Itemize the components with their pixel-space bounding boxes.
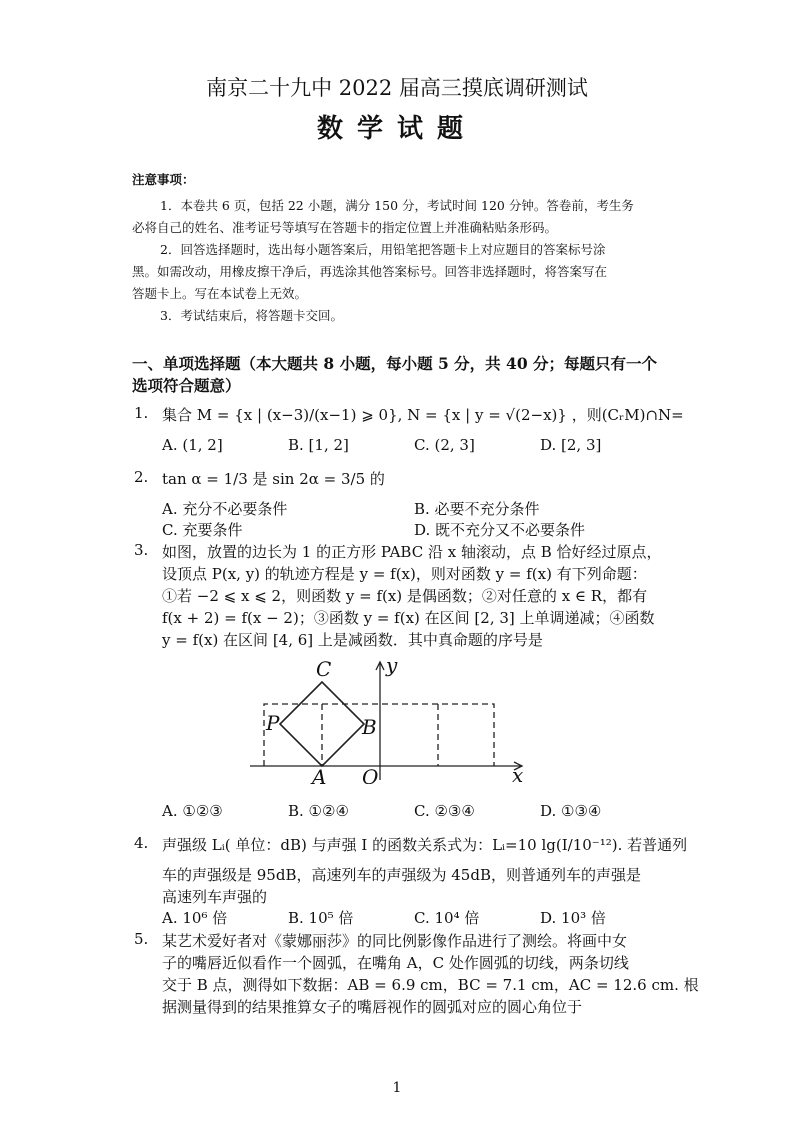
option-c: C. (2, 3]	[414, 436, 475, 454]
label-p: P	[266, 711, 280, 735]
question-number: 5.	[134, 930, 149, 948]
question-text: 高速列车声强的	[162, 888, 268, 906]
question-text: ①若 −2 ⩽ x ⩽ 2，则函数 y = f(x) 是偶函数；②对任意的 x ∈ R，都有	[162, 587, 648, 605]
notice-line: 1．本卷共 6 页，包括 22 小题，满分 150 分，考试时间 120 分钟。答卷前，考生务	[160, 198, 634, 213]
notice-line: 必将自己的姓名、准考证号等填写在答题卡的指定位置上并准确粘贴条形码。	[132, 220, 558, 235]
question-text: 设顶点 P(x, y) 的轨迹方程是 y = f(x)，则对函数 y = f(x) 有下列命题：	[162, 565, 647, 583]
label-a: A	[312, 765, 327, 784]
rolling-square-figure	[250, 656, 540, 784]
notice-heading: 注意事项：	[132, 172, 195, 187]
question-text: 如图，放置的边长为 1 的正方形 PABC 沿 x 轴滚动，点 B 恰好经过原点，	[162, 543, 662, 561]
exam-subject: 数学试题	[316, 114, 477, 144]
question-number: 3.	[134, 541, 149, 559]
question-text: 集合 M = {x | (x−3)/(x−1) ⩾ 0}, N = {x | y = √(2−x)} ，则(CᵣM)∩N=	[162, 406, 684, 424]
label-x: x	[512, 763, 524, 784]
option-b: B. 10⁵ 倍	[288, 909, 354, 927]
question-number: 4.	[134, 834, 149, 852]
question-text: f(x + 2) = f(x − 2)；③函数 y = f(x) 在区间 [2, 3] 上单调递减；④函数	[162, 609, 655, 627]
notice-line: 3．考试结束后，将答题卡交回。	[160, 308, 343, 323]
page-number: 1	[392, 1080, 402, 1096]
exam-title: 南京二十九中 2022 届高三摸底调研测试	[206, 76, 588, 100]
question-text: 车的声强级是 95dB，高速列车的声强级为 45dB，则普通列车的声强是	[162, 866, 641, 884]
question-text: 声强级 Lᵢ( 单位：dB) 与声强 I 的函数关系式为：Lᵢ=10 lg(I/10⁻¹²). 若普通列	[162, 836, 688, 854]
option-d: D. 既不充分又不必要条件	[414, 521, 586, 539]
question-text: 子的嘴唇近似看作一个圆弧，在嘴角 A，C 处作圆弧的切线，两条切线	[162, 954, 629, 972]
option-c: C. 10⁴ 倍	[414, 909, 480, 927]
option-d: D. 10³ 倍	[540, 909, 606, 927]
option-a: A. 充分不必要条件	[162, 500, 288, 518]
option-b: B. [1, 2]	[288, 436, 349, 454]
label-c: C	[316, 657, 332, 681]
notice-line: 黑。如需改动，用橡皮擦干净后，再选涂其他答案标号。回答非选择题时，将答案写在	[132, 264, 608, 279]
label-o: O	[362, 765, 379, 784]
question-text: 据测量得到的结果推算女子的嘴唇视作的圆弧对应的圆心角位于	[162, 998, 583, 1016]
question-text: tan α = 1/3 是 sin 2α = 3/5 的	[162, 470, 385, 488]
option-b: B. ①②④	[288, 802, 349, 820]
option-a: A. ①②③	[162, 802, 223, 820]
option-d: D. [2, 3]	[540, 436, 602, 454]
question-number: 2.	[134, 468, 149, 486]
option-a: A. 10⁶ 倍	[162, 909, 228, 927]
question-number: 1.	[134, 404, 149, 422]
option-a: A. (1, 2]	[162, 436, 223, 454]
notice-line: 2．回答选择题时，选出每小题答案后，用铅笔把答题卡上对应题目的答案标号涂	[160, 242, 606, 257]
label-b: B	[362, 715, 377, 739]
option-c: C. 充要条件	[162, 521, 243, 539]
option-b: B. 必要不充分条件	[414, 500, 540, 518]
label-y: y	[386, 656, 398, 677]
option-d: D. ①③④	[540, 802, 602, 820]
question-text: 交于 B 点，测得如下数据：AB = 6.9 cm，BC = 7.1 cm，AC = 12.6 cm. 根	[162, 976, 699, 994]
notice-line: 答题卡上。写在本试卷上无效。	[132, 286, 308, 301]
section-heading-cont: 选项符合题意）	[132, 376, 241, 395]
option-c: C. ②③④	[414, 802, 475, 820]
question-text: y = f(x) 在区间 [4, 6] 上是减函数．其中真命题的序号是	[162, 631, 543, 649]
question-text: 某艺术爱好者对《蒙娜丽莎》的同比例影像作品进行了测绘。将画中女	[162, 932, 628, 950]
section-heading: 一、单项选择题（本大题共 8 小题，每小题 5 分，共 40 分；每题只有一个	[132, 354, 658, 373]
